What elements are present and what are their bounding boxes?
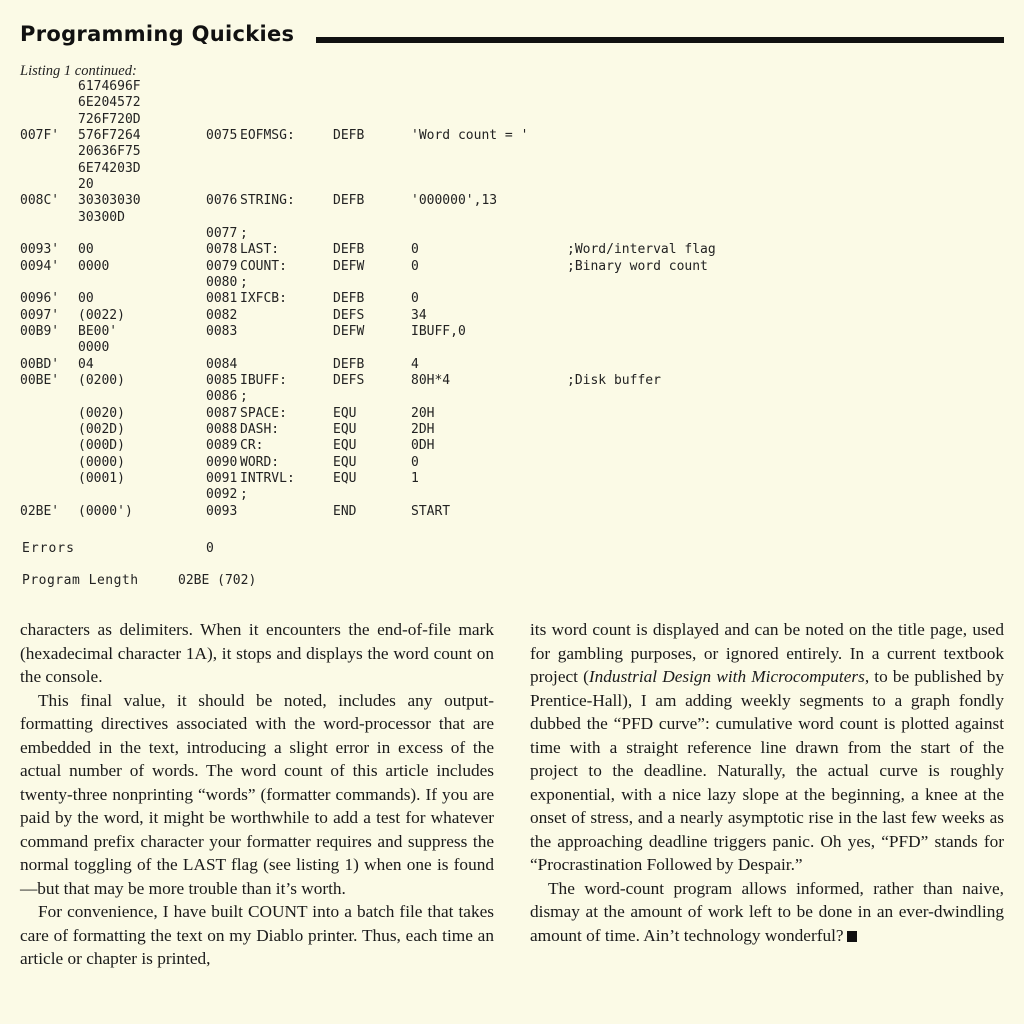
listing-operand: '000000',13 [411, 193, 498, 209]
article-paragraph: characters as delimiters. When it encounters the end-of-file mark (hexadecimal character 1A), it stops and displays the word count on the console. [20, 620, 494, 686]
listing-object-code: 726F720D [78, 111, 141, 127]
book-title: Industrial Design with Microcomputers [588, 667, 865, 686]
listing-operand: 0 [411, 258, 419, 274]
listing-object-code: (0200) [78, 372, 125, 388]
listing-opcode: DEFW [333, 323, 365, 339]
listing-opcode: DEFB [333, 193, 365, 209]
listing-opcode: DEFS [333, 372, 365, 388]
article-paragraph [530, 618, 1004, 877]
article-column-right [530, 618, 1004, 947]
listing-line-number: 0081 [206, 291, 238, 307]
listing-row [0, 144, 1024, 161]
listing-row [0, 373, 1024, 390]
listing-label: IBUFF: [240, 372, 287, 388]
article-paragraph [530, 877, 1004, 948]
listing-line-number: 0077 [206, 226, 238, 241]
listing-line-number: 0076 [206, 193, 238, 209]
listing-operand: 0 [411, 454, 419, 470]
listing-object-code: 0000 [78, 258, 110, 274]
listing-label: ; [240, 487, 248, 503]
listing-opcode: EQU [333, 405, 357, 421]
listing-address: 0097' [20, 307, 60, 323]
article-column-left [20, 618, 494, 971]
listing-row [0, 259, 1024, 276]
listing-object-code: 6E74203D [78, 160, 141, 176]
listing-caption: Listing 1 continued: [20, 63, 137, 79]
listing-label: ; [240, 226, 248, 241]
listing-row [0, 324, 1024, 341]
listing-line-number: 0091 [206, 470, 238, 486]
listing-row [0, 504, 1024, 521]
listing-row [0, 340, 1024, 357]
listing-operand: IBUFF,0 [411, 323, 466, 339]
listing-object-code: (000D) [78, 438, 125, 454]
listing-operand: 'Word count = ' [411, 128, 529, 143]
listing-row [0, 210, 1024, 227]
listing-operand: 0DH [411, 438, 435, 454]
listing-operand: 1 [411, 470, 419, 486]
listing-operand: 80H*4 [411, 372, 451, 388]
listing-label: ; [240, 389, 248, 405]
listing-operand: 4 [411, 356, 419, 372]
listing-line-number: 0093 [206, 503, 238, 519]
errors-label: Errors [22, 541, 75, 556]
listing-row [0, 455, 1024, 472]
listing-object-code: 30300D [78, 209, 125, 225]
listing-operand: 0 [411, 242, 419, 258]
listing-object-code: 00 [78, 291, 94, 307]
listing-address: 00BD' [20, 356, 60, 372]
listing-line-number: 0075 [206, 128, 238, 143]
listing-label: CR: [240, 438, 264, 454]
listing-comment: ;Disk buffer [567, 372, 661, 388]
listing-row [0, 438, 1024, 455]
listing-row [0, 471, 1024, 488]
paragraph-text: The word-count program allows informed, rather than naive, dismay at the amount of work left to be done in an ever-dwindling amount of time. Ain’t technology wonderful? [530, 878, 1004, 945]
listing-row [0, 161, 1024, 178]
listing-opcode: DEFW [333, 258, 365, 274]
listing-line-number: 0085 [206, 372, 238, 388]
listing-line-number: 0080 [206, 275, 238, 290]
listing-row [0, 422, 1024, 439]
article-paragraph: For convenience, I have built COUNT into a batch file that takes care of formatting the text on my Diablo printer. Thus, each time an article or chapter is printed, [20, 902, 494, 968]
listing-label: LAST: [240, 242, 280, 258]
listing-opcode: DEFB [333, 291, 365, 307]
listing-object-code: 04 [78, 356, 94, 372]
listing-address: 007F' [20, 128, 60, 143]
listing-line-number: 0078 [206, 242, 238, 258]
listing-row [0, 128, 1024, 145]
listing-label: COUNT: [240, 258, 287, 274]
listing-opcode: DEFB [333, 128, 365, 143]
listing-line-number: 0086 [206, 389, 238, 405]
listing-row [0, 487, 1024, 504]
listing-object-code: 20 [78, 177, 94, 192]
listing-label: INTRVL: [240, 470, 295, 486]
paragraph-text: , to be published by Prentice-Hall), I am adding weekly segments to a graph fondly dubbed the “PFD curve”: cumulative word count is plotted against time with a straight reference line drawn from the start of the project to the deadline. Naturally, the actual curve is roughly exponential, with a nice lazy slope at the beginning, a knee at the onset of stress, and a nearly asymptotic rise in the last few weeks as the approaching deadline triggers panic. Oh yes, “PFD” stands for “Procrastination Followed by Despair.” [530, 667, 1004, 874]
listing-row [0, 357, 1024, 374]
listing-opcode: EQU [333, 421, 357, 437]
listing-operand: 34 [411, 307, 427, 323]
listing-opcode: EQU [333, 470, 357, 486]
listing-comment: ;Word/interval flag [567, 242, 716, 258]
listing-operand: 20H [411, 405, 435, 421]
listing-row [0, 112, 1024, 129]
listing-line-number: 0087 [206, 405, 238, 421]
listing-object-code: (002D) [78, 421, 125, 437]
listing-object-code: 20636F75 [78, 144, 141, 160]
listing-row [0, 79, 1024, 96]
listing-object-code: 0000 [78, 340, 110, 356]
listing-comment: ;Binary word count [567, 258, 708, 274]
listing-object-code: 30303030 [78, 193, 141, 209]
listing-row [0, 226, 1024, 243]
listing-object-code: (0000') [78, 503, 133, 519]
listing-object-code: (0000) [78, 454, 125, 470]
listing-object-code: (0022) [78, 307, 125, 323]
listing-line-number: 0084 [206, 356, 238, 372]
listing-label: IXFCB: [240, 291, 287, 307]
listing-line-number: 0083 [206, 323, 238, 339]
listing-object-code: 6E204572 [78, 95, 141, 111]
listing-row [0, 389, 1024, 406]
listing-address: 0096' [20, 291, 60, 307]
listing-address: 02BE' [20, 503, 60, 519]
listing-object-code: 576F7264 [78, 128, 141, 143]
listing-opcode: EQU [333, 454, 357, 470]
listing-row [0, 242, 1024, 259]
listing-object-code: 00 [78, 242, 94, 258]
listing-line-number: 0088 [206, 421, 238, 437]
listing-opcode: DEFB [333, 242, 365, 258]
program-length-label: Program Length [22, 573, 139, 588]
listing-label: DASH: [240, 421, 280, 437]
listing-row [0, 308, 1024, 325]
listing-row [0, 291, 1024, 308]
listing-object-code: (0020) [78, 405, 125, 421]
end-of-article-mark [847, 931, 857, 942]
listing-row [0, 406, 1024, 423]
listing-line-number: 0082 [206, 307, 238, 323]
listing-row [0, 275, 1024, 292]
listing-object-code: 6174696F [78, 79, 141, 94]
listing-label: ; [240, 275, 248, 290]
listing-row [0, 193, 1024, 210]
listing-operand: 2DH [411, 421, 435, 437]
listing-address: 008C' [20, 193, 60, 209]
listing-object-code: (0001) [78, 470, 125, 486]
program-length-value: 02BE (702) [178, 573, 257, 588]
listing-address: 0094' [20, 258, 60, 274]
listing-label: SPACE: [240, 405, 287, 421]
listing-row [0, 95, 1024, 112]
paragraph-text: its word count is displayed and can be noted on the title page, used for gambling purposes, or ignored entirely. In a current textbook project ( [530, 620, 1004, 686]
listing-address: 00B9' [20, 323, 60, 339]
errors-value: 0 [206, 541, 214, 556]
listing-opcode: END [333, 503, 357, 519]
listing-opcode: DEFB [333, 356, 365, 372]
listing-line-number: 0079 [206, 258, 238, 274]
listing-opcode: DEFS [333, 307, 365, 323]
listing-operand: START [411, 503, 451, 519]
listing-operand: 0 [411, 291, 419, 307]
listing-row [0, 177, 1024, 194]
listing-label: STRING: [240, 193, 295, 209]
listing-line-number: 0092 [206, 487, 238, 503]
listing-line-number: 0090 [206, 454, 238, 470]
section-title: Programming Quickies [20, 22, 295, 46]
listing-object-code: BE00' [78, 323, 118, 339]
listing-opcode: EQU [333, 438, 357, 454]
article-paragraph: This final value, it should be noted, includes any output-formatting directives associated with the word-processor that are embedded in the text, introducing a slight error in excess of the actual number of words. The word count of this article includes twenty-three nonprinting “words” (formatter commands). If you are paid by the word, it might be worthwhile to add a test for whatever command prefix character your formatter requires and suppress the normal toggling of the LAST flag (see listing 1) when one is found—but that may be more trouble than it’s worth. [20, 690, 494, 898]
listing-address: 0093' [20, 242, 60, 258]
listing-label: WORD: [240, 454, 280, 470]
listing-label: EOFMSG: [240, 128, 295, 143]
listing-line-number: 0089 [206, 438, 238, 454]
listing-address: 00BE' [20, 372, 60, 388]
